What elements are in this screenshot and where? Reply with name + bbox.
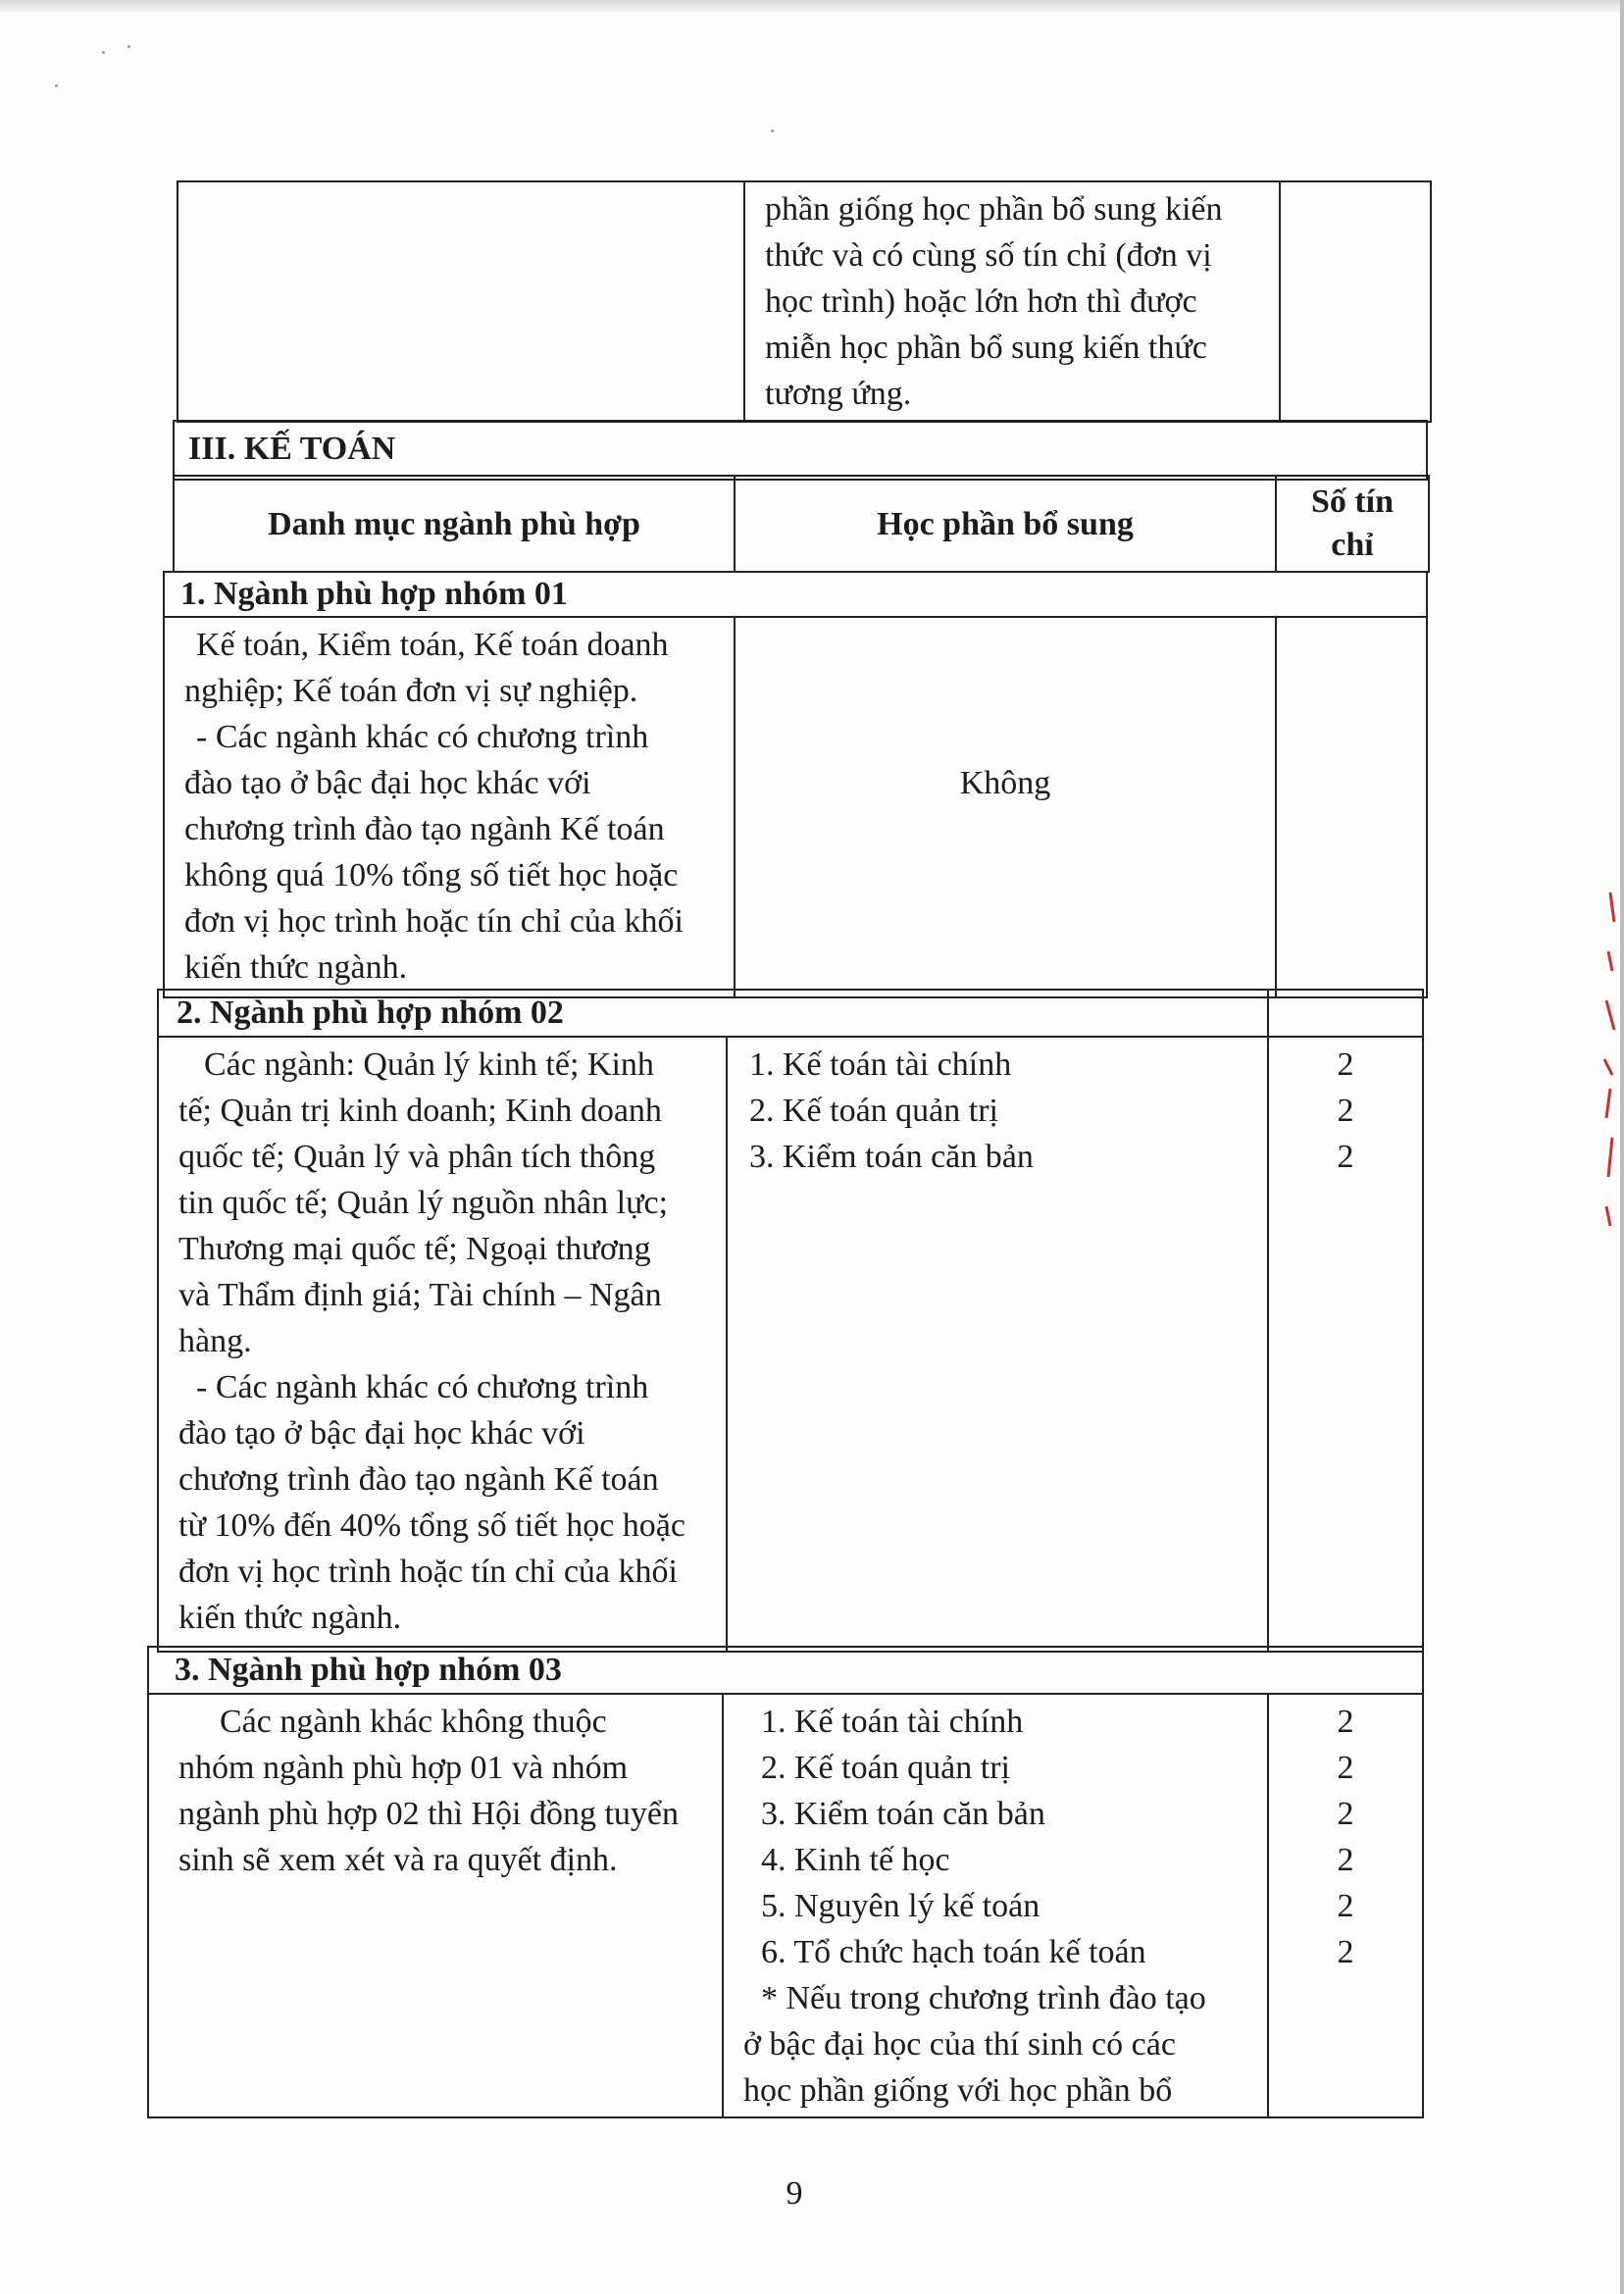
desc-line: kiến thức ngành. — [184, 949, 408, 986]
desc-line: tế; Quản trị kinh doanh; Kinh doanh — [178, 1093, 662, 1129]
course-credit: 2 — [1337, 1934, 1354, 1970]
course-credit: 2 — [1337, 1842, 1354, 1878]
desc-line: sinh sẽ xem xét và ra quyết định. — [178, 1842, 618, 1878]
course-credit: 2 — [1337, 1046, 1354, 1083]
continuation-line: thức và có cùng số tín chỉ (đơn vị — [765, 237, 1212, 274]
continuation-credit-cell — [1280, 181, 1431, 422]
course-credit: 2 — [1337, 1704, 1354, 1740]
desc-line: nhóm ngành phù hợp 01 và nhóm — [178, 1750, 629, 1786]
section-heading-table — [173, 420, 1428, 481]
group2-courses — [727, 1037, 1268, 1652]
note-line: * Nếu trong chương trình đào tạo — [761, 1980, 1206, 2016]
scan-speck — [771, 129, 774, 132]
scan-top-edge — [0, 0, 1624, 12]
group1-credits — [1276, 617, 1427, 997]
desc-line: - Các ngành khác có chương trình — [196, 1369, 649, 1405]
note-line: học phần giống với học phần bổ — [743, 2072, 1173, 2109]
desc-line: không quá 10% tổng số tiết học hoặc — [184, 857, 679, 893]
continuation-line: miễn học phần bổ sung kiến thức — [765, 330, 1207, 366]
continuation-line: tương ứng. — [765, 376, 912, 412]
course-credit: 2 — [1337, 1093, 1354, 1129]
header-credits-line1: Số tín — [1310, 484, 1395, 520]
course-item: 6. Tổ chức hạch toán kế toán — [761, 1934, 1146, 1970]
scan-speck — [102, 51, 105, 54]
group3-credits — [1268, 1694, 1423, 2117]
group2-table — [157, 989, 1424, 1653]
course-credit: 2 — [1337, 1796, 1354, 1832]
header-row-table — [173, 475, 1430, 573]
course-item: 5. Nguyên lý kế toán — [761, 1888, 1040, 1924]
group2-credits — [1268, 1037, 1423, 1652]
course-item: 3. Kiểm toán căn bản — [761, 1796, 1045, 1832]
page-number: 9 — [786, 2175, 803, 2212]
desc-line: và Thẩm định giá; Tài chính – Ngân — [178, 1277, 662, 1313]
group1-supplement: Không — [735, 617, 1276, 997]
scan-speck — [55, 84, 58, 87]
desc-line: chương trình đào tạo ngành Kế toán — [178, 1461, 659, 1498]
desc-line: đào tạo ở bậc đại học khác với — [184, 765, 591, 801]
desc-line: đào tạo ở bậc đại học khác với — [178, 1415, 585, 1452]
course-item: 1. Kế toán tài chính — [761, 1704, 1024, 1740]
course-item: 2. Kế toán quản trị — [761, 1750, 1010, 1786]
header-credits-line2: chỉ — [1331, 527, 1374, 563]
header-majors: Danh mục ngành phù hợp — [174, 476, 735, 572]
desc-line: quốc tế; Quản lý và phân tích thông — [178, 1139, 656, 1175]
desc-line: đơn vị học trình hoặc tín chỉ của khối — [184, 903, 684, 940]
course-item: 4. Kinh tế học — [761, 1842, 950, 1878]
group1-label: 1. Ngành phù hợp nhóm 01 — [164, 572, 1427, 617]
group2-label-credit-cell — [1268, 990, 1423, 1037]
course-item: 2. Kế toán quản trị — [749, 1093, 998, 1129]
header-supplement: Học phần bổ sung — [735, 476, 1276, 572]
desc-line: Các ngành: Quản lý kinh tế; Kinh — [204, 1046, 654, 1083]
course-item: 1. Kế toán tài chính — [749, 1046, 1012, 1083]
group2-description — [158, 1037, 727, 1652]
desc-line: Thương mại quốc tế; Ngoại thương — [178, 1231, 651, 1267]
desc-line: từ 10% đến 40% tổng số tiết học hoặc — [178, 1507, 685, 1544]
continuation-empty-cell — [178, 181, 744, 422]
group3-label: 3. Ngành phù hợp nhóm 03 — [148, 1647, 1423, 1694]
desc-line: tin quốc tế; Quản lý nguồn nhân lực; — [178, 1185, 669, 1221]
desc-line: nghiệp; Kế toán đơn vị sự nghiệp. — [184, 673, 638, 709]
desc-line: kiến thức ngành. — [178, 1600, 402, 1636]
course-credit: 2 — [1337, 1888, 1354, 1924]
header-credits — [1276, 476, 1429, 572]
continuation-text-cell — [744, 181, 1280, 422]
desc-line: hàng. — [178, 1323, 252, 1359]
group3-courses — [723, 1694, 1268, 2117]
desc-line: Kế toán, Kiểm toán, Kế toán doanh — [196, 627, 669, 663]
continuation-line: phần giống học phần bổ sung kiến — [765, 191, 1223, 228]
course-credit: 2 — [1337, 1139, 1354, 1175]
course-item: 3. Kiểm toán căn bản — [749, 1139, 1034, 1175]
group1-description — [164, 617, 735, 997]
desc-line: đơn vị học trình hoặc tín chỉ của khối — [178, 1554, 678, 1590]
group2-label: 2. Ngành phù hợp nhóm 02 — [158, 990, 1268, 1037]
desc-line: - Các ngành khác có chương trình — [196, 719, 649, 755]
note-line: ở bậc đại học của thí sinh có các — [743, 2026, 1176, 2063]
course-credit: 2 — [1337, 1750, 1354, 1786]
desc-line: Các ngành khác không thuộc — [220, 1704, 607, 1740]
group1-table — [163, 571, 1428, 998]
desc-line: chương trình đào tạo ngành Kế toán — [184, 811, 665, 847]
group3-table — [147, 1646, 1424, 2118]
scan-speck — [127, 45, 130, 48]
scan-right-edge — [1620, 0, 1624, 2294]
continuation-line: học trình) hoặc lớn hơn thì được — [765, 283, 1197, 320]
red-stamp-edge — [1600, 883, 1618, 1236]
group3-description — [148, 1694, 723, 2117]
section-title: III. KẾ TOÁN — [174, 421, 1427, 480]
continuation-table — [177, 180, 1432, 423]
desc-line: ngành phù hợp 02 thì Hội đồng tuyển — [178, 1796, 679, 1832]
